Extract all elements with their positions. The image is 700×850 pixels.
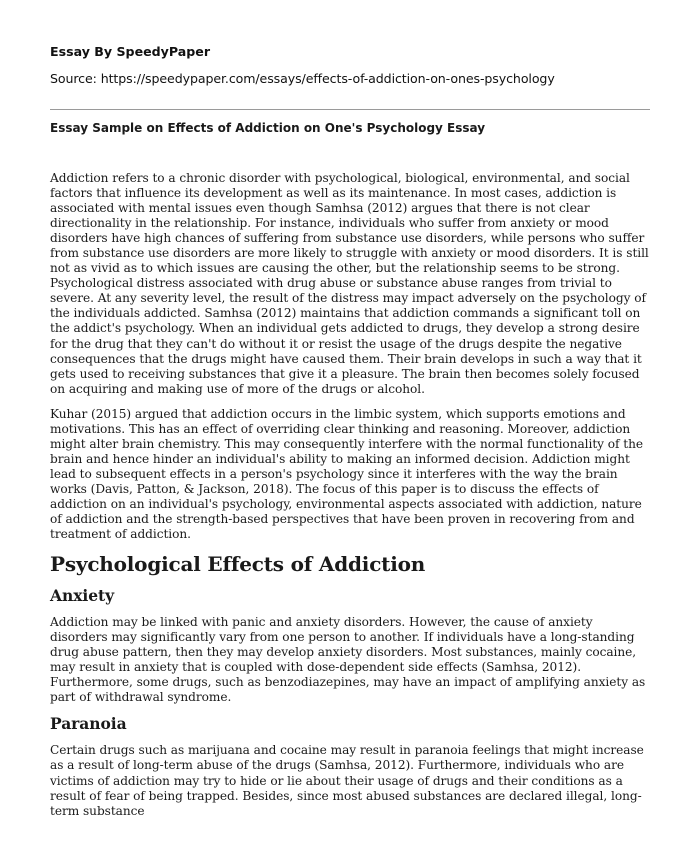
- intro-paragraph-1: Addiction refers to a chronic disorder with psychological, biological, environmental, and social factors that influence its development as well as its maintenance. In most cases, addiction is associated with mental issues even though Samhsa (2012) argues that there is not clear directionality in the relationship. For instance, individuals who suffer from anxiety or mood disorders have high chances of suffering from substance use disorders, while persons who suffer from substance use disorders are more likely to struggle with anxiety or mood disorders. It is still not as vivid as to which issues are causing the other, but the relationship seems to be strong. Psychological distress associated with drug abuse or substance abuse ranges from trivial to severe. At any severity level, the result of the distress may impact adversely on the psychology of the individuals addicted. Samhsa (2012) maintains that addiction commands a significant toll on the addict's psychology. When an individual gets addicted to drugs, they develop a strong desire for the drug that they can't do without it or resist the usage of the drugs despite the negative consequences that the drugs might have caused them. Their brain develops in such a way that it gets used to receiving substances that give it a pleasure. The brain then becomes solely focused on acquiring and making use of more of the drugs or alcohol.: [50, 171, 649, 396]
- divider: [50, 109, 650, 110]
- section-heading: Psychological Effects of Addiction: [50, 552, 426, 577]
- essay-brand: Essay By SpeedyPaper: [50, 44, 211, 59]
- source-line: Source: https://speedypaper.com/essays/effects-of-addiction-on-ones-psychology: [50, 71, 555, 86]
- paranoia-paragraph: Certain drugs such as marijuana and cocaine may result in paranoia feelings that might increase as a result of long-term abuse of the drugs (Samhsa, 2012). Furthermore, individuals who are victims of addiction may try to hide or lie about their usage of drugs and their conditions as a result of fear of being trapped. Besides, since most abused substances are declared illegal, long-term substance: [50, 743, 644, 818]
- subsection-heading-anxiety: Anxiety: [50, 586, 115, 606]
- anxiety-paragraph: Addiction may be linked with panic and anxiety disorders. However, the cause of anxiety disorders may significantly vary from one person to another. If individuals have a long-standing drug abuse pattern, then they may develop anxiety disorders. Most substances, mainly cocaine, may result in anxiety that is coupled with dose-dependent side effects (Samhsa, 2012). Furthermore, some drugs, such as benzodiazepines, may have an impact of amplifying anxiety as part of withdrawal syndrome.: [50, 615, 646, 705]
- subsection-heading-paranoia: Paranoia: [50, 714, 127, 734]
- essay-title: Essay Sample on Effects of Addiction on One's Psychology Essay: [50, 121, 486, 135]
- intro-paragraph-2: Kuhar (2015) argued that addiction occurs in the limbic system, which supports emotions and motivations. This has an effect of overriding clear thinking and reasoning. Moreover, addiction might alter brain chemistry. This may consequently interfere with the normal functionality of the brain and hence hinder an individual's ability to making an informed decision. Addiction might lead to subsequent effects in a person's psychology since it interferes with the way the brain works (Davis, Patton, & Jackson, 2018). The focus of this paper is to discuss the effects of addiction on an individual's psychology, environmental aspects associated with addiction, nature of addiction and the strength-based perspectives that have been proven in recovering from and treatment of addiction.: [50, 406, 644, 542]
- essay-body: [50, 171, 650, 829]
